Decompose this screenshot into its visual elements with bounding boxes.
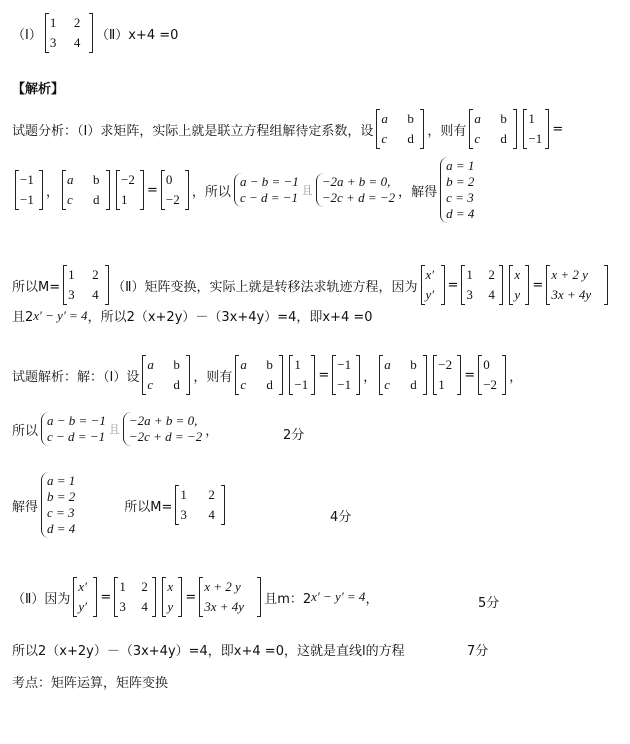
answer-matrix: 1 2 3 4 [45,14,93,52]
vector-xy: x y [509,266,529,304]
solution-line-1: 试题解析：解：（Ⅰ）设 a b c d ，则有 a b c d 1 −1 = −1 −1 ， a b c d −2 1 = 0 −2 ， [12,357,523,392]
matrix-abcd: a b c d [62,171,110,209]
solution-line-4: （Ⅱ）因为 x′ y′ = 1 2 3 4 x y = x + 2 y 3x + 4y 且m：2 x′ − y′ = 4 ， [12,579,379,614]
vector-2: −2 1 [433,356,461,394]
knowledge-points: 考点：矩阵运算，矩阵变换 [12,676,169,691]
part-1-label: （Ⅰ） [12,27,42,43]
analysis-heading: 【解析】 [12,82,65,97]
vector-1: 1 −1 [523,110,549,148]
vector-2: −2 1 [116,171,144,209]
analysis-line-3: 所以M= 1 2 3 4 （Ⅱ）矩阵变换，实际上就是转移法求轨迹方程，因为 x′ y′ = 1 2 3 4 x y = x + 2 y 3x + 4y [12,266,611,304]
solution-system: a = 1 b = 2 c = 3 d = 4 [440,157,474,223]
vector-xy-prime: x′ y′ [73,578,97,616]
matrix-abcd: a b c d [376,110,424,148]
analysis-text: 试题分析：（Ⅰ）求矩阵，实际上就是联立方程组解待定系数，设 [12,123,374,139]
answer-line [12,14,178,52]
matrix-abcd: a b c d [142,356,190,394]
matrix-abcd: a b c d [235,356,283,394]
analysis-text: ，则有 [427,123,467,139]
system-b: −2a + b = 0, −2c + d = −2 [123,412,202,446]
result-vector-1: −1 −1 [15,171,43,209]
solution-line-2: 所以 a − b = −1 c − d = −1 且 −2a + b = 0, −2c + d = −2 ， [12,413,219,444]
score-5: 5分 [478,596,500,611]
system-a: a − b = −1 c − d = −1 [41,412,106,446]
matrix-M: 1 2 3 4 [461,266,503,304]
matrix-M: 1 2 3 4 [63,266,109,304]
score-7: 7分 [467,644,489,659]
matrix-abcd: a b c d [469,110,517,148]
vector-1: 1 −1 [289,356,315,394]
score-4: 4分 [330,510,352,525]
system-a: a − b = −1 c − d = −1 [234,173,299,207]
vector-xy: x y [162,578,182,616]
system-b: −2a + b = 0, −2c + d = −2 [316,173,395,207]
vector-rhs: x + 2 y 3x + 4y [199,578,261,616]
result-vector-2: 0 −2 [478,356,506,394]
vector-xy-prime: x′ y′ [421,266,445,304]
analysis-line-1: 试题分析：（Ⅰ）求矩阵，实际上就是联立方程组解待定系数，设 a b c d ，则有 a b c d 1 −1 = [12,111,564,146]
analysis-line-2: −1 −1 ， a b c d −2 1 = 0 −2 ，所以 a − b = −1 c − d = −1 且 −2a + b = 0, −2c + d = −2 ，解得 a = 1 b = 2 c = 3 d = 4 [12,157,477,223]
result-vector-1: −1 −1 [332,356,360,394]
solution-system: a = 1 b = 2 c = 3 d = 4 [41,472,75,538]
matrix-abcd: a b c d [379,356,427,394]
matrix-M: 1 2 3 4 [114,578,156,616]
vector-rhs: x + 2 y 3x + 4y [546,266,608,304]
solution-line-5: 所以2（x+2y）－（3x+4y）=4，即x+4 =0，这就是直线l的方程 [12,644,405,659]
score-2: 2分 [283,428,305,443]
analysis-line-4: 且2 x′ − y′ = 4 ，所以2（x+2y）－（3x+4y）=4，即x+4 =0 [12,307,373,325]
matrix-M: 1 2 3 4 [175,486,225,524]
part-2-answer: （Ⅱ）x+4 =0 [95,27,179,43]
solution-line-3: 解得 a = 1 b = 2 c = 3 d = 4 所以M= 1 2 3 4 [12,472,228,538]
result-vector-2: 0 −2 [161,171,189,209]
